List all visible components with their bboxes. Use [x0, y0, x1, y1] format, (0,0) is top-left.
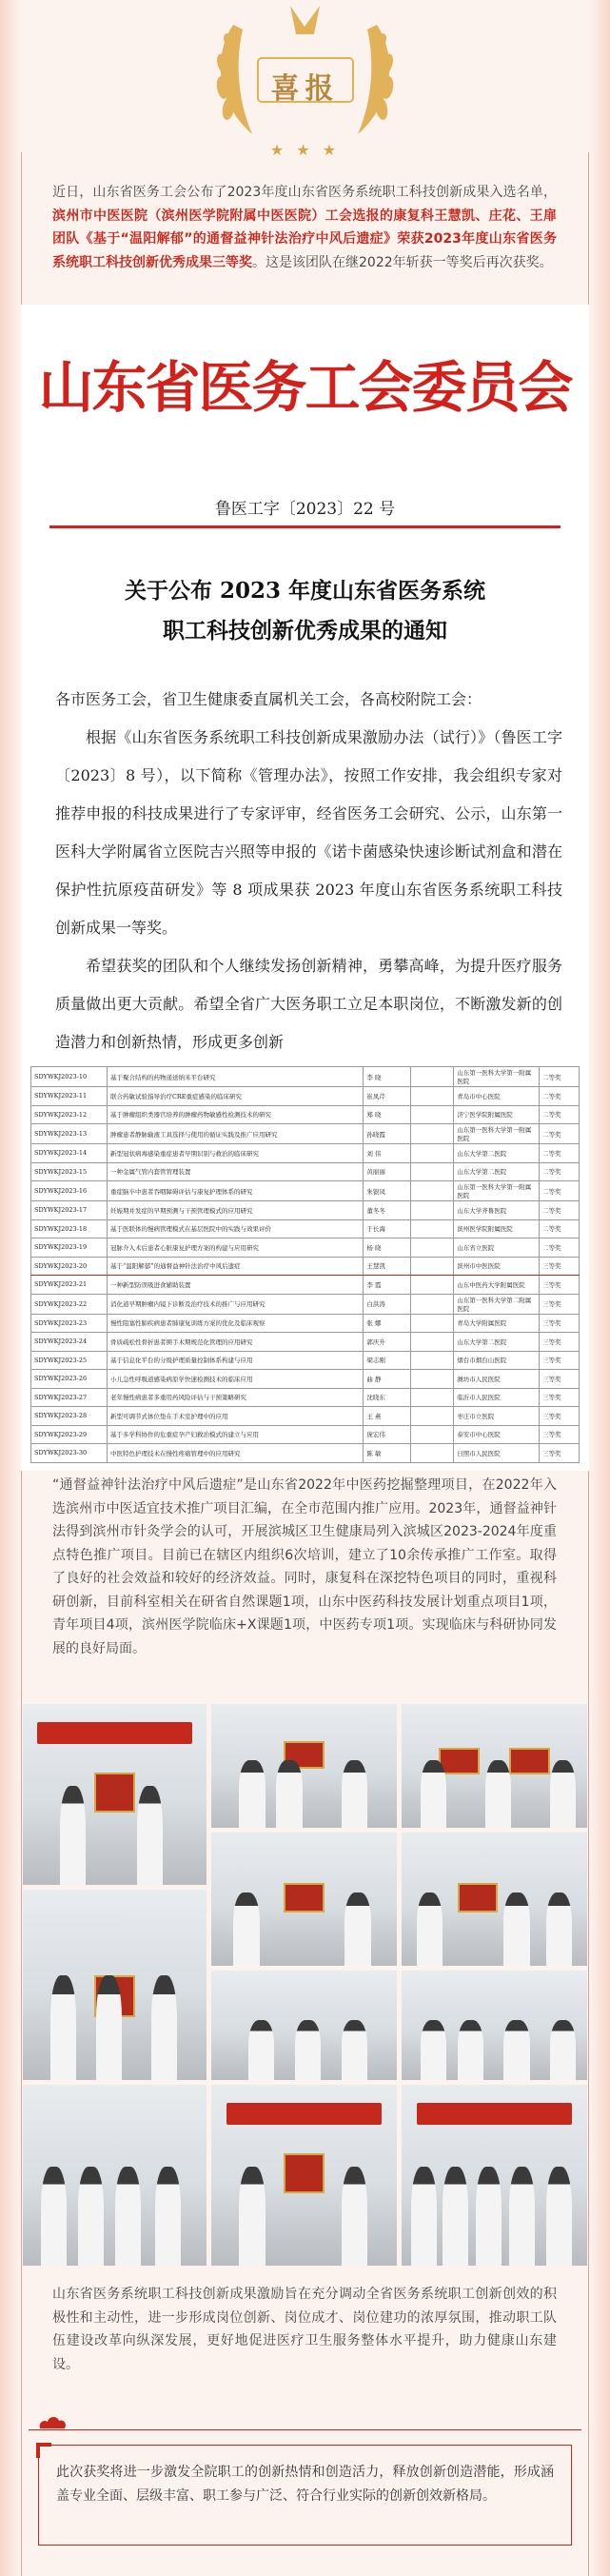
- table-cell: 二等奖: [540, 1181, 580, 1201]
- photo-person: [546, 1892, 572, 1966]
- table-cell: 山东大学第二医院: [454, 1144, 540, 1163]
- table-row: [31, 1162, 580, 1181]
- table-cell: 曲 静: [364, 1370, 411, 1389]
- table-cell: [411, 1087, 454, 1106]
- photo-banner: [417, 2103, 573, 2125]
- table-cell: [411, 1407, 454, 1426]
- table-cell: SDYWKJ2023-11: [31, 1087, 108, 1106]
- table-cell: [411, 1219, 454, 1238]
- photo-person: [485, 1760, 511, 1829]
- table-cell: [411, 1257, 454, 1276]
- table-row: [31, 1351, 580, 1370]
- table-cell: 慢性阻塞性肺疾病患者肺康复训练方案的优化及临床观察: [107, 1314, 363, 1333]
- table-cell: [411, 1124, 454, 1144]
- photo-person: [417, 1892, 443, 1966]
- table-cell: 山东第一医科大学第一附属医院: [454, 1124, 540, 1144]
- footer-callout: 此次获奖将进一步激发全院职工的创新热情和创造活力，释放创新创造潜能，形成涵盖专业全面、层级丰富、职工参与广泛、符合行业实际的创新创效新格局。: [38, 2445, 572, 2546]
- doc-body: [55, 681, 562, 1061]
- photo-team-7: [23, 2085, 207, 2266]
- table-cell: [411, 1425, 454, 1444]
- photo-banner: [226, 2103, 383, 2125]
- table-cell: 中医特色护理技术在慢性疼痛管理中的应用研究: [107, 1444, 363, 1463]
- table-cell: 一种新型防误吸进食辅助装置: [107, 1276, 363, 1295]
- table-row: [31, 1087, 580, 1106]
- table-cell: [411, 1144, 454, 1163]
- table-cell: 基于聚合结构的药物递送纳米平台研究: [107, 1067, 363, 1087]
- table-cell: 山东第一医科大学第二附属医院: [454, 1294, 540, 1314]
- intro-paragraph: [52, 181, 557, 274]
- table-cell: 滨州市中医医院: [454, 1257, 540, 1276]
- table-cell: 三等奖: [540, 1276, 580, 1295]
- photo-team-8: [211, 2085, 397, 2266]
- table-cell: SDYWKJ2023-21: [31, 1276, 108, 1295]
- photo-person: [546, 2167, 572, 2267]
- table-cell: 山东大学第二医院: [454, 1333, 540, 1352]
- table-cell: 三等奖: [540, 1388, 580, 1407]
- table-cell: SDYWKJ2023-25: [31, 1351, 108, 1370]
- table-cell: 张 娜: [364, 1314, 411, 1333]
- table-cell: SDYWKJ2023-29: [31, 1425, 108, 1444]
- doc-title-line-2: 职工科技创新优秀成果的通知: [163, 618, 447, 644]
- table-cell: [411, 1444, 454, 1463]
- photo-person: [41, 2167, 67, 2267]
- photo-person: [503, 2020, 529, 2080]
- doc-title-line-1: 关于公布 2023 年度山东省医务系统: [124, 578, 486, 604]
- table-cell: 基于肿瘤组织类器官培养的肿瘤药物敏感性检测技术的研究: [107, 1105, 363, 1124]
- doc-paragraph-2: 希望获奖的团队和个人继续发扬创新精神，勇攀高峰，为提升医疗服务质量做出更大贡献。希望全省广大医务职工立足本职岗位，不断激发新的创造潜力和创新热情，形成更多创新: [55, 957, 562, 1051]
- table-cell: SDYWKJ2023-20: [31, 1257, 108, 1276]
- good-news-badge: [195, 6, 415, 160]
- table-row: [31, 1219, 580, 1238]
- table-cell: 杨 晓: [364, 1238, 411, 1258]
- table-cell: SDYWKJ2023-24: [31, 1333, 108, 1352]
- table-cell: 山东大学第二医院: [454, 1162, 540, 1181]
- table-cell: [411, 1388, 454, 1407]
- photo-plaque: [94, 1773, 134, 1813]
- table-cell: [411, 1105, 454, 1124]
- table-cell: 三等奖: [540, 1407, 580, 1426]
- photo-person: [50, 1975, 76, 2080]
- photo-person: [239, 2167, 265, 2267]
- table-cell: 三等奖: [540, 1444, 580, 1463]
- badge-title: 喜报: [270, 72, 340, 106]
- table-cell: 郭庆升: [364, 1333, 411, 1352]
- photo-person: [248, 2020, 274, 2080]
- table-cell: 三等奖: [540, 1333, 580, 1352]
- photo-team-1: [211, 1704, 397, 1828]
- table-cell: 王慧凯: [364, 1257, 411, 1276]
- table-cell: 青岛市中心医院: [454, 1087, 540, 1106]
- photo-person: [151, 1975, 177, 2080]
- table-row: [31, 1294, 580, 1314]
- intro-text-2: 。这是该团队在继2022年斩获一等奖后再次获奖。: [252, 254, 553, 270]
- table-cell: 黄丽丽: [364, 1162, 411, 1181]
- photo-person: [78, 2167, 104, 2267]
- photo-plaque: [439, 1748, 480, 1775]
- table-cell: 王 燕: [364, 1407, 411, 1426]
- table-cell: SDYWKJ2023-28: [31, 1407, 108, 1426]
- table-cell: 日照市人民医院: [454, 1444, 540, 1463]
- photo-person: [344, 1892, 370, 1966]
- photo-collage: [23, 1704, 587, 2266]
- table-cell: 山东大学齐鲁医院: [454, 1201, 540, 1220]
- table-cell: [411, 1370, 454, 1389]
- doc-letterhead: 山东省医务工会委员会: [38, 355, 572, 420]
- table-cell: 三等奖: [540, 1425, 580, 1444]
- table-row: [31, 1181, 580, 1201]
- table-cell: 一种金属气管内套管管理装置: [107, 1162, 363, 1181]
- photo-person: [342, 2020, 367, 2080]
- table-cell: 沈晓东: [364, 1388, 411, 1407]
- table-row: [31, 1314, 580, 1333]
- table-cell: 三等奖: [540, 1294, 580, 1314]
- photo-person: [509, 2167, 535, 2267]
- doc-salutation: 各市医务工会，省卫生健康委直属机关工会，各高校附院工会：: [55, 690, 482, 708]
- table-cell: 二等奖: [540, 1124, 580, 1144]
- photo-person: [421, 2020, 446, 2080]
- table-cell: 泰安市中心医院: [454, 1425, 540, 1444]
- table-cell: 滨州医学院附属医院: [454, 1219, 540, 1238]
- photo-team-4: [402, 1833, 587, 1966]
- photo-team-6: [402, 1971, 587, 2080]
- table-cell: 山东省立医院: [454, 1238, 540, 1258]
- table-cell: 消化道早期肿瘤内镜下诊断及治疗技术的推广与应用研究: [107, 1294, 363, 1314]
- photo-person: [550, 1760, 576, 1829]
- table-cell: [411, 1294, 454, 1314]
- table-cell: 二等奖: [540, 1238, 580, 1258]
- table-cell: 白洪涛: [364, 1294, 411, 1314]
- table-cell: SDYWKJ2023-12: [31, 1105, 108, 1124]
- table-cell: 肿瘤患者静脉输液工具选择与使用的循证实践及推广应用研究: [107, 1124, 363, 1144]
- photo-person: [443, 2167, 468, 2267]
- table-cell: 三等奖: [540, 1257, 580, 1276]
- table-cell: 梁志刚: [364, 1351, 411, 1370]
- photo-person: [137, 1786, 163, 1886]
- star-icons: ★ ★ ★: [269, 141, 341, 159]
- doc-paragraph-1: 根据《山东省医务系统职工科技创新成果激励办法（试行）》（鲁医工字〔2023〕8 号），以下简称《管理办法》，按照工作安排，我会组织专家对推荐申报的科技成果进行了专家评审，经省医务工会研究、公示，山东第一医科大学附属省立医院吉兴照等申报的《诺卡菌感染快速诊断试剂盒和潜在保护性抗原疫苗研发》等 8 项成果获 2023 年度山东省医务系统职工科技创新成果一等奖。: [55, 728, 562, 937]
- photo-person: [476, 2167, 502, 2267]
- table-cell: 基于多学科协作的危重症孕产妇救治模式的建立与应用: [107, 1425, 363, 1444]
- photo-person: [550, 2020, 576, 2080]
- table-cell: 孙晓霞: [364, 1124, 411, 1144]
- table-cell: SDYWKJ2023-27: [31, 1388, 108, 1407]
- photo-banner: [37, 1722, 191, 1744]
- table-cell: SDYWKJ2023-15: [31, 1162, 108, 1181]
- table-cell: SDYWKJ2023-26: [31, 1370, 108, 1389]
- photo-team-9: [402, 2085, 587, 2266]
- photo-award-ceremony-1: [23, 1704, 207, 1885]
- photo-person: [115, 2167, 141, 2267]
- table-cell: 李 晓: [364, 1067, 411, 1087]
- table-cell: 崔凤芹: [364, 1087, 411, 1106]
- intro-text-1: 近日，山东省医务工会公布了2023年度山东省医务系统职工科技创新成果入选名单，: [52, 185, 557, 200]
- table-cell: 三等奖: [540, 1314, 580, 1333]
- closing-paragraph: 山东省医务系统职工科技创新成果激励旨在充分调动全省医务系统职工创新创效的积极性和主动性，进一步形成岗位创新、岗位成才、岗位建功的浓厚氛围，推动职工队伍建设改革向纵深发展，更好地促进医疗卫生服务整体水平提升，助力健康山东建设。: [52, 2287, 557, 2372]
- table-cell: 二等奖: [540, 1219, 580, 1238]
- photo-award-ceremony-2: [23, 1890, 207, 2080]
- table-row: [31, 1388, 580, 1407]
- table-cell: 二等奖: [540, 1144, 580, 1163]
- photo-person: [96, 1975, 122, 2080]
- photo-person: [342, 2167, 367, 2267]
- table-cell: 老年慢性病患者多重用药风险评估与干预策略研究: [107, 1388, 363, 1407]
- photo-person: [503, 1892, 529, 1966]
- photo-plaque: [284, 1883, 325, 1912]
- table-row: [31, 1333, 580, 1352]
- table-cell: 青岛大学附属医院: [454, 1314, 540, 1333]
- table-cell: SDYWKJ2023-22: [31, 1294, 108, 1314]
- photo-person: [233, 1892, 259, 1966]
- table-cell: [411, 1067, 454, 1087]
- table-cell: 陈 敏: [364, 1444, 411, 1463]
- table-row: [31, 1067, 580, 1087]
- footer-divider: [29, 2429, 581, 2430]
- table-cell: 山东中医药大学附属医院: [454, 1276, 540, 1295]
- table-cell: [411, 1181, 454, 1201]
- table-cell: 山东第一医科大学第一附属医院: [454, 1181, 540, 1201]
- photo-plaque: [509, 1748, 550, 1775]
- table-row: [31, 1407, 580, 1426]
- table-cell: 三等奖: [540, 1370, 580, 1389]
- table-cell: 董冬冬: [364, 1201, 411, 1220]
- table-row: [31, 1201, 580, 1220]
- table-row: [31, 1124, 580, 1144]
- table-cell: [411, 1314, 454, 1333]
- table-cell: 小儿急性呼吸道感染病原学快速检测技术的临床应用: [107, 1370, 363, 1389]
- table-cell: SDYWKJ2023-14: [31, 1144, 108, 1163]
- table-cell: 妊娠期并发症的早期预测与干预管理模式的应用研究: [107, 1201, 363, 1220]
- photo-person: [342, 1760, 367, 1829]
- photo-person: [458, 2020, 483, 2080]
- table-cell: 重症脑卒中患者吞咽障碍评估与康复护理体系的研究: [107, 1181, 363, 1201]
- table-cell: 基于信息化平台的分级护理质量控制体系构建与应用: [107, 1351, 363, 1370]
- table-cell: 二等奖: [540, 1105, 580, 1124]
- award-table: [30, 1066, 580, 1463]
- photo-plaque: [284, 2153, 325, 2193]
- table-cell: 基于“温阳解郁”的通督益神针法治疗中风后遗症: [107, 1257, 363, 1276]
- photo-person: [155, 2167, 181, 2267]
- table-cell: 骨质疏松性骨折患者围手术期规范化管理的应用研究: [107, 1333, 363, 1352]
- table-cell: 枣庄市立医院: [454, 1407, 540, 1426]
- photo-person: [276, 1760, 302, 1829]
- table-row: [31, 1425, 580, 1444]
- table-cell: 济宁医学院附属医院: [454, 1105, 540, 1124]
- photo-team-2: [402, 1704, 587, 1828]
- table-cell: 二等奖: [540, 1067, 580, 1087]
- table-cell: SDYWKJ2023-17: [31, 1201, 108, 1220]
- photo-person: [411, 2167, 437, 2267]
- table-cell: 临沂市人民医院: [454, 1388, 540, 1407]
- photo-person: [295, 2020, 321, 2080]
- notice-document-image: [21, 305, 589, 1471]
- doc-title: [59, 571, 551, 651]
- table-cell: [411, 1276, 454, 1295]
- table-cell: 联合药敏试验指导治疗CRE重症感染的临床研究: [107, 1087, 363, 1106]
- table-cell: 二等奖: [540, 1201, 580, 1220]
- table-cell: 冠脉介入术后患者心脏康复护理方案的构建与应用研究: [107, 1238, 363, 1258]
- table-cell: 新型冠状病毒感染重症患者早期识别与救治的临床研究: [107, 1144, 363, 1163]
- photo-person: [60, 1786, 86, 1886]
- table-cell: 烟台市烟台山医院: [454, 1351, 540, 1370]
- table-cell: [411, 1238, 454, 1258]
- table-cell: [411, 1201, 454, 1220]
- table-cell: [411, 1333, 454, 1352]
- table-row: [31, 1444, 580, 1463]
- table-cell: 二等奖: [540, 1087, 580, 1106]
- table-cell: 新型可调节式体位垫在手术室护理中的应用: [107, 1407, 363, 1426]
- table-row: [31, 1257, 580, 1276]
- table-cell: 基于医联体的慢病管理模式在基层医院中的实践与效果评价: [107, 1219, 363, 1238]
- table-row: [31, 1105, 580, 1124]
- table-cell: 朱银凤: [364, 1181, 411, 1201]
- table-row: [31, 1276, 580, 1295]
- table-cell: 二等奖: [540, 1162, 580, 1181]
- intro-highlight: 滨州市中医医院（滨州医学院附属中医医院）工会选报的康复科王慧凯、庄花、王扉团队《基于“温阳解郁”的通督益神针法治疗中风后遗症》荣获2023年度山东省医务系统职工科技创新优秀成果三等奖: [52, 208, 557, 270]
- table-cell: 三等奖: [540, 1351, 580, 1370]
- table-row: [31, 1238, 580, 1258]
- photo-person: [421, 1760, 446, 1829]
- table-cell: 山东第一医科大学第一附属医院: [454, 1067, 540, 1087]
- table-cell: 刘 伟: [364, 1144, 411, 1163]
- table-cell: 郑 晓: [364, 1105, 411, 1124]
- table-cell: 潍坊市人民医院: [454, 1370, 540, 1389]
- table-row: [31, 1144, 580, 1163]
- table-cell: 李 霞: [364, 1276, 411, 1295]
- table-cell: 于长海: [364, 1219, 411, 1238]
- table-cell: SDYWKJ2023-10: [31, 1067, 108, 1087]
- table-cell: SDYWKJ2023-19: [31, 1238, 108, 1258]
- table-cell: 庞宏伟: [364, 1425, 411, 1444]
- doc-number: 鲁医工字〔2023〕22 号: [214, 500, 396, 519]
- table-cell: SDYWKJ2023-30: [31, 1444, 108, 1463]
- table-cell: SDYWKJ2023-18: [31, 1219, 108, 1238]
- table-row: [31, 1370, 580, 1389]
- photo-team-5: [211, 1971, 397, 2080]
- project-description: “通督益神针法治疗中风后遗症”是山东省2022年中医药挖掘整理项目，在2022年入选滨州市中医适宜技术推广项目汇编，在全市范围内推广应用。2023年，通督益神针法得到滨州市针灸学会的认可，开展滨城区卫生健康局列入滨城区2023-2024年度重点特色推广项目。目前已在辖区内组织6次培训，建立了10余传承推广工作室。取得了良好的社会效益和较好的经济效益。同时，康复科在深挖特色项目的同时，重视科研创新，目前科室相关在研省自然课题1项，山东中医药科技发展计划重点项目1项，青年项目4项，滨州医学院临床+X课题1项，中医药专项1项。实现临床与科研协同发展的良好局面。: [52, 1477, 557, 1656]
- photo-plaque: [458, 1883, 499, 1912]
- table-cell: SDYWKJ2023-16: [31, 1181, 108, 1201]
- table-cell: [411, 1351, 454, 1370]
- photo-person: [239, 1760, 265, 1829]
- photo-team-3: [211, 1833, 397, 1966]
- table-cell: SDYWKJ2023-13: [31, 1124, 108, 1144]
- doc-red-rule: [49, 525, 561, 528]
- table-cell: [411, 1162, 454, 1181]
- table-cell: SDYWKJ2023-23: [31, 1314, 108, 1333]
